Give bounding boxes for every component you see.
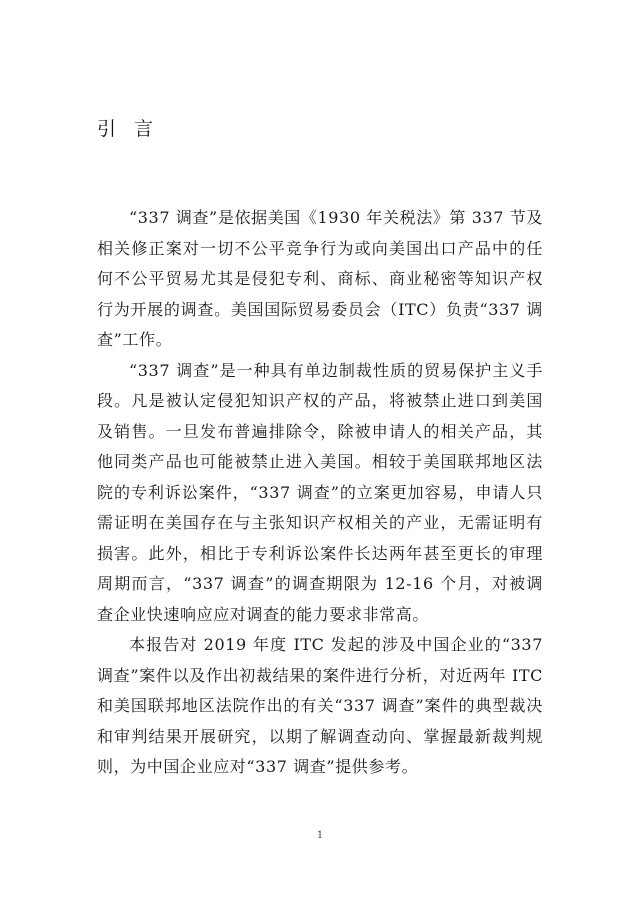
section-heading: 引 言 [97, 118, 160, 140]
page-number: 1 [316, 830, 324, 841]
body-text [97, 203, 543, 783]
paragraph-3: 本报告对 2019 年度 ITC 发起的涉及中国企业的“337 调查”案件以及作出初裁结果的案件进行分析，对近两年 ITC 和美国联邦地区法院作出的有关“337 调查”案件的典型裁决和审判结果开展研究，以期了解调查动向、掌握最新裁判规则，为中国企业应对“337 调查”提供参考。 [97, 635, 543, 776]
paragraph-1: “337 调查”是依据美国《1930 年关税法》第 337 节及相关修正案对一切不公平竞争行为或向美国出口产品中的任何不公平贸易尤其是侵犯专利、商标、商业秘密等知识产权行为开展的调查。美国国际贸易委员会（ITC）负责“337 调查”工作。 [97, 208, 543, 349]
paragraph-2: “337 调查”是一种具有单边制裁性质的贸易保护主义手段。凡是被认定侵犯知识产权的产品，将被禁止进口到美国及销售。一旦发布普遍排除令，除被申请人的相关产品，其他同类产品也可能被禁止进入美国。相较于美国联邦地区法院的专利诉讼案件，“337 调查”的立案更加容易，申请人只需证明在美国存在与主张知识产权相关的产业，无需证明有损害。此外，相比于专利诉讼案件长达两年甚至更长的审理周期而言，“337 调查”的调查期限为 12-16 个月，对被调查企业快速响应应对调查的能力要求非常高。 [97, 360, 543, 624]
